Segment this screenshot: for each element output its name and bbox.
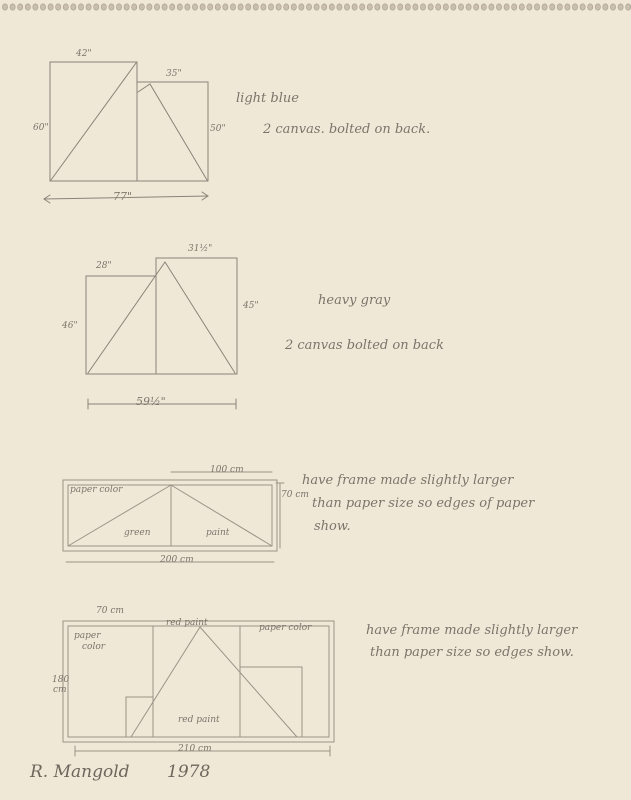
binding-hole [337, 4, 342, 10]
binding-hole [109, 4, 114, 10]
binding-hole [116, 4, 121, 10]
binding-hole [428, 4, 433, 10]
sketch-3-note-line-1: have frame made slightly larger [302, 473, 514, 488]
sketch-1-note-color: light blue [236, 91, 299, 106]
sketch-4-total-width-label: 210 cm [178, 744, 212, 754]
binding-hole [253, 4, 258, 10]
binding-hole [154, 4, 159, 10]
binding-hole [215, 4, 220, 10]
artist-signature: R. Mangold [30, 762, 130, 782]
binding-hole [192, 4, 197, 10]
binding-hole [572, 4, 577, 10]
sketch-4-red-block-right [240, 667, 302, 737]
binding-hole [626, 4, 631, 10]
sketch-4-note-line-1: have frame made slightly larger [366, 623, 578, 638]
binding-hole [139, 4, 144, 10]
binding-hole [132, 4, 137, 10]
sketch-2-note-canvas: 2 canvas bolted on back [285, 338, 444, 353]
binding-hole [413, 4, 418, 10]
binding-hole [481, 4, 486, 10]
sketch-4-red-paint-top-label: red paint [166, 618, 208, 628]
binding-hole [238, 4, 243, 10]
binding-hole [565, 4, 570, 10]
binding-hole [436, 4, 441, 10]
sketch-3-height-label: 70 cm [281, 490, 309, 500]
binding-hole [200, 4, 205, 10]
binding-hole [63, 4, 68, 10]
sketch-4-red-block-left [126, 697, 153, 737]
sketch-2-note-color: heavy gray [318, 293, 391, 308]
binding-hole [557, 4, 562, 10]
binding-hole [124, 4, 129, 10]
sketch-3-paint-label: paint [206, 528, 230, 538]
binding-hole [527, 4, 532, 10]
binding-hole [542, 4, 547, 10]
sketch-2-diagram [86, 258, 237, 409]
sketch-4-left-height-label-1: 180 [52, 675, 70, 685]
binding-hole [618, 4, 623, 10]
sketch-4-paper-color-right: paper color [259, 623, 312, 633]
binding-hole [78, 4, 83, 10]
sketch-1-note-canvas: 2 canvas. bolted on back. [263, 122, 431, 137]
binding-hole [314, 4, 319, 10]
binding-hole [10, 4, 15, 10]
binding-hole [223, 4, 228, 10]
sketch-2-left-width-label: 28" [96, 261, 112, 271]
sketch-1-right-canvas [137, 82, 208, 181]
sketch-2-right-height-label: 45" [243, 301, 259, 311]
binding-hole [147, 4, 152, 10]
binding-hole [382, 4, 387, 10]
binding-hole [162, 4, 167, 10]
binding-hole [185, 4, 190, 10]
binding-hole [344, 4, 349, 10]
binding-hole [48, 4, 53, 10]
binding-hole [550, 4, 555, 10]
binding-hole [306, 4, 311, 10]
binding-hole [268, 4, 273, 10]
binding-hole [18, 4, 23, 10]
binding-hole [367, 4, 372, 10]
binding-hole [246, 4, 251, 10]
binding-hole [458, 4, 463, 10]
binding-hole [610, 4, 615, 10]
binding-hole [101, 4, 106, 10]
sketch-1-top-width-label: 42" [76, 49, 92, 59]
binding-hole [94, 4, 99, 10]
binding-hole [390, 4, 395, 10]
binding-hole [261, 4, 266, 10]
binding-hole [177, 4, 182, 10]
sketch-1-right-height-label: 50" [210, 124, 226, 134]
binding-hole [360, 4, 365, 10]
sketch-4-paper-color-left-2: color [82, 642, 106, 652]
sketch-1-triangle-right-edge [138, 84, 207, 180]
spiral-binding-holes [2, 4, 630, 10]
binding-hole [504, 4, 509, 10]
binding-hole [466, 4, 471, 10]
binding-hole [170, 4, 175, 10]
sketch-2-total-width-label: 59½" [136, 395, 166, 408]
sketch-4-paper-color-left-1: paper [74, 631, 101, 641]
binding-hole [512, 4, 517, 10]
sketch-2-left-height-label: 46" [62, 321, 78, 331]
binding-hole [603, 4, 608, 10]
sketch-4-note-line-2: than paper size so edges show. [370, 645, 574, 660]
sketch-1-right-width-label: 35" [166, 69, 182, 79]
binding-hole [86, 4, 91, 10]
signature-year: 1978 [167, 762, 211, 782]
sketch-1-triangle-left-edge [51, 63, 136, 180]
binding-hole [398, 4, 403, 10]
sketch-3-width-label: 100 cm [210, 465, 244, 475]
binding-hole [291, 4, 296, 10]
sketch-3-paper-color-label: paper color [70, 485, 123, 495]
binding-hole [284, 4, 289, 10]
binding-hole [33, 4, 38, 10]
binding-hole [56, 4, 61, 10]
binding-hole [299, 4, 304, 10]
binding-hole [580, 4, 585, 10]
sketch-1-left-height-label: 60" [33, 123, 49, 133]
binding-hole [2, 4, 7, 10]
sketch-3-note-line-3: show. [314, 519, 351, 534]
binding-hole [534, 4, 539, 10]
sketch-2-triangle [88, 262, 235, 373]
binding-hole [496, 4, 501, 10]
sketch-3-note-line-2: than paper size so edges of paper [312, 496, 535, 511]
sketch-3-green-label: green [124, 528, 151, 538]
binding-hole [322, 4, 327, 10]
binding-hole [420, 4, 425, 10]
binding-hole [405, 4, 410, 10]
sketch-4-top-width-label: 70 cm [96, 606, 124, 616]
binding-hole [595, 4, 600, 10]
sketch-3-total-width-label: 200 cm [160, 555, 194, 565]
sketch-4-red-paint-bottom-label: red paint [178, 715, 220, 725]
binding-hole [489, 4, 494, 10]
binding-hole [588, 4, 593, 10]
binding-hole [230, 4, 235, 10]
sketch-1-total-width-label: 77" [113, 190, 133, 203]
binding-hole [375, 4, 380, 10]
sketch-2-right-width-label: 31½" [188, 244, 213, 254]
binding-hole [451, 4, 456, 10]
binding-hole [443, 4, 448, 10]
binding-hole [71, 4, 76, 10]
binding-hole [352, 4, 357, 10]
binding-hole [519, 4, 524, 10]
binding-hole [474, 4, 479, 10]
binding-hole [276, 4, 281, 10]
binding-hole [25, 4, 30, 10]
binding-hole [208, 4, 213, 10]
sketch-1-diagram [44, 62, 208, 203]
binding-hole [40, 4, 45, 10]
binding-hole [329, 4, 334, 10]
sketch-4-left-height-label-2: cm [53, 685, 67, 695]
